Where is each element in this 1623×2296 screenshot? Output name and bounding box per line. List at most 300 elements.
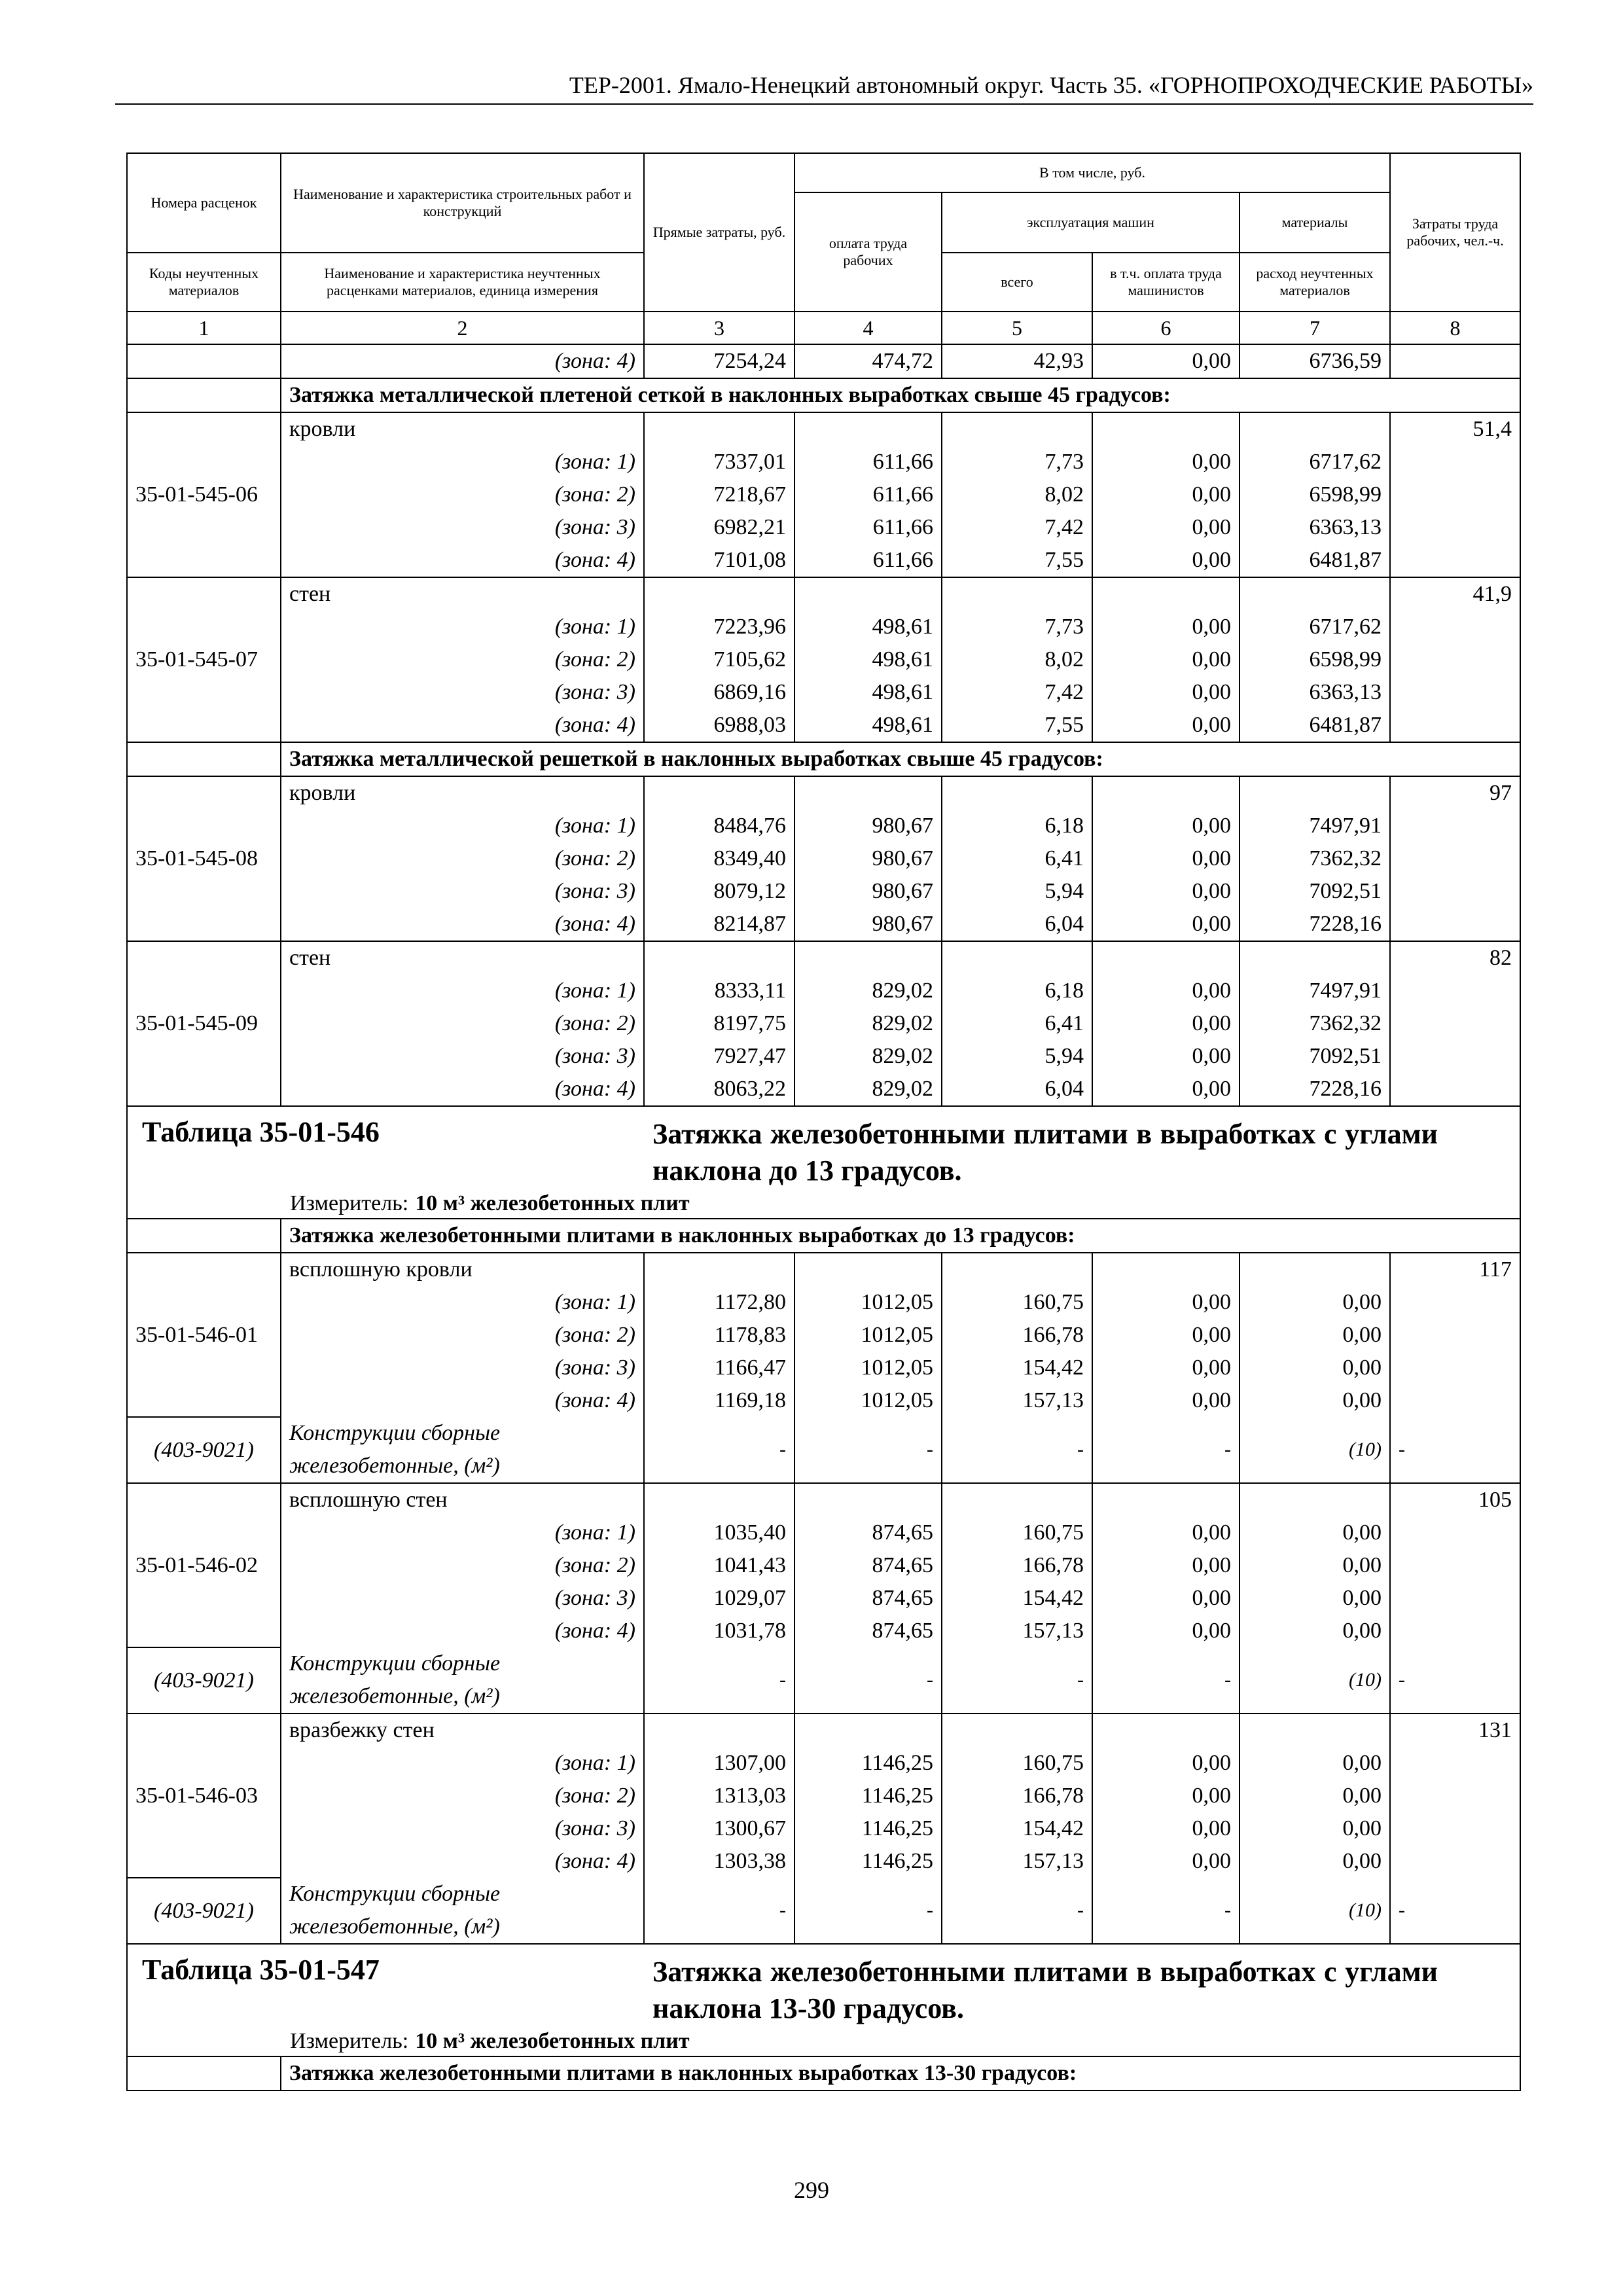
col-header-codes: Номера расценок (127, 153, 281, 253)
zone-value: 1146,25 (794, 1780, 942, 1812)
table-title-row (127, 1944, 1520, 2056)
zone-value: 0,00 (1092, 1286, 1240, 1319)
zone-value: 5,94 (942, 875, 1092, 908)
zone-label: (зона: 4) (281, 544, 644, 577)
zone-value: 474,72 (794, 344, 942, 378)
empty-cell (794, 412, 942, 446)
zone-value: 0,00 (1240, 1615, 1390, 1647)
zone-row (127, 643, 1520, 676)
col-header-material-names: Наименование и характеристика неучтенных расценками материалов, единица измерения (281, 253, 644, 312)
zone-value: 498,61 (794, 676, 942, 709)
zone-value: 0,00 (1092, 1384, 1240, 1417)
work-name: вразбежку стен (281, 1713, 644, 1747)
zone-value: 874,65 (794, 1615, 942, 1647)
empty-cell (794, 1483, 942, 1516)
empty-cell (942, 1253, 1092, 1286)
zone-value: 166,78 (942, 1780, 1092, 1812)
zone-label: (зона: 3) (281, 1352, 644, 1384)
zone-label: (зона: 1) (281, 810, 644, 842)
section-heading-row (127, 742, 1520, 776)
zone-value: 7092,51 (1240, 1040, 1390, 1073)
col-num: 8 (1390, 312, 1520, 344)
zone-value: 7497,91 (1240, 810, 1390, 842)
material-code: (403-9021) (127, 1878, 281, 1944)
zone-label: (зона: 3) (281, 1582, 644, 1615)
empty-cell (1390, 446, 1520, 478)
zone-value: 980,67 (794, 908, 942, 941)
zone-value: 157,13 (942, 1615, 1092, 1647)
zone-value: 8484,76 (644, 810, 794, 842)
empty-cell (1390, 511, 1520, 544)
material-value: - (942, 1647, 1092, 1713)
zone-value: 7218,67 (644, 478, 794, 511)
zone-value: 0,00 (1092, 1812, 1240, 1845)
zone-value: 6,04 (942, 908, 1092, 941)
zone-value: 7,73 (942, 611, 1092, 643)
material-value: (10) (1240, 1647, 1390, 1713)
table-title-block (127, 1944, 1520, 2056)
zone-value: 8214,87 (644, 908, 794, 941)
empty-cell (1390, 611, 1520, 643)
zone-value: 7223,96 (644, 611, 794, 643)
rate-code: 35-01-545-07 (127, 577, 281, 742)
table-title: Затяжка железобетонными плитами в выработках с углами наклона до 13 градусов. (652, 1118, 1438, 1187)
zone-value: 7228,16 (1240, 1073, 1390, 1106)
zone-value: 874,65 (794, 1582, 942, 1615)
rate-code: 35-01-546-01 (127, 1253, 281, 1417)
zone-row (127, 1352, 1520, 1384)
running-header-title: ТЕР-2001. Ямало-Ненецкий автономный округ. Часть 35. «ГОРНОПРОХОДЧЕСКИЕ РАБОТЫ» (569, 72, 1533, 98)
zone-value: 0,00 (1092, 1845, 1240, 1878)
zone-label: (зона: 1) (281, 446, 644, 478)
zone-value: 7362,32 (1240, 842, 1390, 875)
material-value: - (1390, 1878, 1520, 1944)
zone-value: 0,00 (1240, 1780, 1390, 1812)
zone-value: 0,00 (1092, 1747, 1240, 1780)
zone-value: 157,13 (942, 1384, 1092, 1417)
col-header-labor: Затраты труда рабочих, чел.-ч. (1390, 153, 1520, 312)
zone-value: 7,55 (942, 709, 1092, 742)
zone-value: 0,00 (1092, 1352, 1240, 1384)
material-value: - (794, 1647, 942, 1713)
work-name: всплошную кровли (281, 1253, 644, 1286)
zone-label: (зона: 3) (281, 1812, 644, 1845)
empty-cell (1390, 1780, 1520, 1812)
empty-cell (1390, 975, 1520, 1007)
empty-cell (1390, 709, 1520, 742)
zone-row (127, 810, 1520, 842)
zone-value: 7228,16 (1240, 908, 1390, 941)
material-value: - (644, 1878, 794, 1944)
empty-cell (1240, 1253, 1390, 1286)
zone-value: 6,18 (942, 810, 1092, 842)
rate-code: 35-01-546-03 (127, 1713, 281, 1878)
zone-value: 0,00 (1092, 709, 1240, 742)
zone-value: 166,78 (942, 1319, 1092, 1352)
zone-row (127, 875, 1520, 908)
zone-value: 8197,75 (644, 1007, 794, 1040)
empty-cell (127, 378, 281, 412)
empty-cell (1240, 412, 1390, 446)
col-num: 3 (644, 312, 794, 344)
labor-cost: 117 (1390, 1253, 1520, 1286)
zone-label: (зона: 1) (281, 1516, 644, 1549)
empty-cell (1092, 941, 1240, 975)
zone-row (127, 1747, 1520, 1780)
zone-value: 7337,01 (644, 446, 794, 478)
zone-value: 160,75 (942, 1516, 1092, 1549)
empty-cell (127, 1219, 281, 1253)
item-row (127, 776, 1520, 810)
empty-cell (1390, 1747, 1520, 1780)
work-name: стен (281, 577, 644, 611)
zone-value: 0,00 (1092, 643, 1240, 676)
zone-value: 1172,80 (644, 1286, 794, 1319)
zone-value: 1303,38 (644, 1845, 794, 1878)
zone-value: 0,00 (1240, 1812, 1390, 1845)
zone-value: 829,02 (794, 1073, 942, 1106)
zone-value: 1041,43 (644, 1549, 794, 1582)
zone-value: 7,42 (942, 676, 1092, 709)
zone-value: 1146,25 (794, 1845, 942, 1878)
zone-value: 1146,25 (794, 1747, 942, 1780)
zone-value: 154,42 (942, 1582, 1092, 1615)
zone-value: 0,00 (1092, 1040, 1240, 1073)
material-value: - (644, 1417, 794, 1483)
zone-value: 498,61 (794, 709, 942, 742)
zone-label: (зона: 2) (281, 842, 644, 875)
empty-cell (794, 1713, 942, 1747)
empty-cell (1390, 1582, 1520, 1615)
measure-value: 10 м³ железобетонных плит (415, 1191, 690, 1215)
col-header-direct: Прямые затраты, руб. (644, 153, 794, 312)
empty-cell (1390, 478, 1520, 511)
zone-value: 0,00 (1092, 1549, 1240, 1582)
empty-cell (1390, 1516, 1520, 1549)
zone-value: 7927,47 (644, 1040, 794, 1073)
zone-label: (зона: 4) (281, 344, 644, 378)
empty-cell (127, 742, 281, 776)
empty-cell (794, 776, 942, 810)
empty-cell (1092, 1483, 1240, 1516)
measure-line (128, 1189, 1520, 1218)
zone-label: (зона: 3) (281, 676, 644, 709)
empty-cell (1390, 810, 1520, 842)
material-row (127, 1417, 1520, 1483)
table-title-block (127, 1106, 1520, 1219)
zone-value: 7362,32 (1240, 1007, 1390, 1040)
measure-prefix: Измеритель: (290, 2029, 409, 2053)
zone-label: (зона: 2) (281, 1780, 644, 1812)
zone-value: 8063,22 (644, 1073, 794, 1106)
zone-value: 0,00 (1092, 446, 1240, 478)
col-num: 2 (281, 312, 644, 344)
zone-value: 8079,12 (644, 875, 794, 908)
material-value: - (644, 1647, 794, 1713)
col-header-material-use: расход неучтенных материалов (1240, 253, 1390, 312)
zone-value: 980,67 (794, 842, 942, 875)
empty-cell (794, 577, 942, 611)
zone-value: 611,66 (794, 446, 942, 478)
zone-value: 1029,07 (644, 1582, 794, 1615)
table-number: Таблица 35-01-547 (142, 1954, 380, 1986)
labor-cost: 51,4 (1390, 412, 1520, 446)
empty-cell (127, 2056, 281, 2090)
running-header (115, 71, 1533, 105)
zone-value: 1169,18 (644, 1384, 794, 1417)
zone-value: 1166,47 (644, 1352, 794, 1384)
empty-cell (1390, 344, 1520, 378)
zone-row (127, 1319, 1520, 1352)
col-num: 7 (1240, 312, 1390, 344)
zone-value: 7,42 (942, 511, 1092, 544)
zone-value: 874,65 (794, 1549, 942, 1582)
zone-value: 8349,40 (644, 842, 794, 875)
empty-cell (942, 776, 1092, 810)
zone-value: 8,02 (942, 478, 1092, 511)
rate-code: 35-01-545-06 (127, 412, 281, 577)
zone-row (127, 544, 1520, 577)
zone-value: 166,78 (942, 1549, 1092, 1582)
zone-label: (зона: 3) (281, 875, 644, 908)
zone-row (127, 1040, 1520, 1073)
material-value: - (1390, 1647, 1520, 1713)
labor-cost: 105 (1390, 1483, 1520, 1516)
zone-row (127, 709, 1520, 742)
zone-value: 154,42 (942, 1812, 1092, 1845)
zone-value: 1146,25 (794, 1812, 942, 1845)
section-heading: Затяжка металлической плетеной сеткой в наклонных выработках свыше 45 градусов: (281, 378, 1520, 412)
zone-label: (зона: 2) (281, 1007, 644, 1040)
empty-cell (942, 1483, 1092, 1516)
zone-row (127, 611, 1520, 643)
empty-cell (1240, 1483, 1390, 1516)
zone-value: 0,00 (1092, 478, 1240, 511)
zone-value: 5,94 (942, 1040, 1092, 1073)
zone-value: 0,00 (1092, 676, 1240, 709)
zone-value: 160,75 (942, 1747, 1092, 1780)
empty-cell (1092, 776, 1240, 810)
labor-cost: 82 (1390, 941, 1520, 975)
empty-cell (1092, 1713, 1240, 1747)
empty-cell (1390, 643, 1520, 676)
zone-row (127, 842, 1520, 875)
zone-value: 611,66 (794, 511, 942, 544)
zone-value: 829,02 (794, 1040, 942, 1073)
zone-value: 7,73 (942, 446, 1092, 478)
empty-cell (1390, 1549, 1520, 1582)
zone-value: 0,00 (1240, 1845, 1390, 1878)
zone-value: 0,00 (1092, 1319, 1240, 1352)
work-name: кровли (281, 412, 644, 446)
zone-value: 6988,03 (644, 709, 794, 742)
zone-value: 160,75 (942, 1286, 1092, 1319)
zone-value: 8333,11 (644, 975, 794, 1007)
material-row (127, 1878, 1520, 1944)
material-name: Конструкции сборные железобетонные, (м²) (281, 1647, 644, 1713)
zone-value: 0,00 (1092, 875, 1240, 908)
zone-value: 0,00 (1240, 1747, 1390, 1780)
section-heading-row (127, 2056, 1520, 2090)
material-value: - (794, 1417, 942, 1483)
zone-value: 7497,91 (1240, 975, 1390, 1007)
item-row (127, 1713, 1520, 1747)
empty-cell (1390, 1007, 1520, 1040)
zone-value: 0,00 (1092, 1073, 1240, 1106)
empty-cell (942, 577, 1092, 611)
material-value: - (794, 1878, 942, 1944)
table-title-row (127, 1106, 1520, 1219)
section-heading: Затяжка железобетонными плитами в наклонных выработках до 13 градусов: (281, 1219, 1520, 1253)
zone-value: 0,00 (1240, 1352, 1390, 1384)
material-value: - (1092, 1647, 1240, 1713)
empty-cell (1390, 544, 1520, 577)
zone-value: 6,18 (942, 975, 1092, 1007)
labor-cost: 131 (1390, 1713, 1520, 1747)
empty-cell (644, 1483, 794, 1516)
zone-value: 1031,78 (644, 1615, 794, 1647)
zone-value: 6,41 (942, 842, 1092, 875)
material-value: - (942, 1417, 1092, 1483)
empty-cell (1390, 1073, 1520, 1106)
zone-value: 154,42 (942, 1352, 1092, 1384)
material-value: - (1390, 1417, 1520, 1483)
measure-value: 10 м³ железобетонных плит (415, 2029, 690, 2053)
zone-value: 0,00 (1092, 1780, 1240, 1812)
zone-row (127, 478, 1520, 511)
zone-value: 0,00 (1240, 1384, 1390, 1417)
empty-cell (1390, 1812, 1520, 1845)
zone-value: 0,00 (1092, 611, 1240, 643)
zone-value: 980,67 (794, 875, 942, 908)
rate-code: 35-01-546-02 (127, 1483, 281, 1647)
zone-value: 980,67 (794, 810, 942, 842)
empty-cell (942, 1713, 1092, 1747)
material-value: - (1092, 1417, 1240, 1483)
zone-row (127, 1615, 1520, 1647)
col-header-group: В том числе, руб. (794, 153, 1390, 192)
zone-label: (зона: 1) (281, 975, 644, 1007)
empty-cell (1390, 1845, 1520, 1878)
zone-value: 1178,83 (644, 1319, 794, 1352)
empty-cell (1240, 1713, 1390, 1747)
item-row (127, 1253, 1520, 1286)
table-body (127, 344, 1520, 2090)
zone-value: 829,02 (794, 1007, 942, 1040)
empty-cell (644, 412, 794, 446)
empty-cell (1240, 776, 1390, 810)
zone-value: 6481,87 (1240, 709, 1390, 742)
zone-value: 6982,21 (644, 511, 794, 544)
zone-label: (зона: 4) (281, 709, 644, 742)
zone-value: 6,41 (942, 1007, 1092, 1040)
zone-value: 0,00 (1240, 1549, 1390, 1582)
zone-value: 0,00 (1092, 544, 1240, 577)
zone-value: 1012,05 (794, 1286, 942, 1319)
empty-cell (644, 577, 794, 611)
zone-value: 1012,05 (794, 1384, 942, 1417)
zone-value: 498,61 (794, 611, 942, 643)
zone-value: 611,66 (794, 478, 942, 511)
zone-label: (зона: 1) (281, 611, 644, 643)
zone-value: 0,00 (1092, 1007, 1240, 1040)
col-num: 6 (1092, 312, 1240, 344)
material-code: (403-9021) (127, 1647, 281, 1713)
zone-value: 6598,99 (1240, 643, 1390, 676)
zone-label: (зона: 4) (281, 1615, 644, 1647)
labor-cost: 41,9 (1390, 577, 1520, 611)
zone-value: 829,02 (794, 975, 942, 1007)
zone-value: 1012,05 (794, 1352, 942, 1384)
empty-cell (1390, 842, 1520, 875)
col-num: 4 (794, 312, 942, 344)
zone-value: 8,02 (942, 643, 1092, 676)
material-value: - (1092, 1878, 1240, 1944)
column-numbers-row (127, 312, 1520, 344)
zone-label: (зона: 4) (281, 1384, 644, 1417)
zone-value: 0,00 (1092, 908, 1240, 941)
col-header-materials: материалы (1240, 192, 1390, 253)
zone-label: (зона: 3) (281, 511, 644, 544)
zone-row (127, 446, 1520, 478)
work-name: кровли (281, 776, 644, 810)
material-name: Конструкции сборные железобетонные, (м²) (281, 1878, 644, 1944)
item-row (127, 412, 1520, 446)
col-header-material-codes: Коды неучтенных материалов (127, 253, 281, 312)
zone-value: 1307,00 (644, 1747, 794, 1780)
zone-row (127, 676, 1520, 709)
empty-cell (1390, 875, 1520, 908)
zone-label: (зона: 2) (281, 643, 644, 676)
empty-cell (1390, 1286, 1520, 1319)
section-heading: Затяжка железобетонными плитами в наклонных выработках 13-30 градусов: (281, 2056, 1520, 2090)
empty-cell (1390, 1352, 1520, 1384)
item-row (127, 1483, 1520, 1516)
zone-row (127, 1780, 1520, 1812)
work-name: стен (281, 941, 644, 975)
item-row (127, 577, 1520, 611)
zone-label: (зона: 4) (281, 1073, 644, 1106)
zone-row (127, 1549, 1520, 1582)
rates-table (126, 152, 1521, 2091)
zone-row (127, 1286, 1520, 1319)
col-num: 5 (942, 312, 1092, 344)
material-code: (403-9021) (127, 1417, 281, 1483)
material-value: (10) (1240, 1878, 1390, 1944)
work-name: всплошную стен (281, 1483, 644, 1516)
zone-row (127, 908, 1520, 941)
zone-value: 6363,13 (1240, 511, 1390, 544)
empty-cell (644, 941, 794, 975)
col-header-machines-total: всего (942, 253, 1092, 312)
item-row (127, 941, 1520, 975)
zone-value: 498,61 (794, 643, 942, 676)
material-value: (10) (1240, 1417, 1390, 1483)
measure-prefix: Измеритель: (290, 1191, 409, 1215)
zone-value: 0,00 (1240, 1582, 1390, 1615)
table-header (127, 153, 1520, 344)
zone-row (127, 1073, 1520, 1106)
zone-value: 1300,67 (644, 1812, 794, 1845)
zone-value: 0,00 (1240, 1319, 1390, 1352)
empty-cell (1240, 577, 1390, 611)
zone-row (127, 1582, 1520, 1615)
zone-value: 0,00 (1240, 1516, 1390, 1549)
zone-value: 0,00 (1092, 1516, 1240, 1549)
zone-value: 1035,40 (644, 1516, 794, 1549)
empty-cell (1390, 1615, 1520, 1647)
zone-label: (зона: 2) (281, 1319, 644, 1352)
